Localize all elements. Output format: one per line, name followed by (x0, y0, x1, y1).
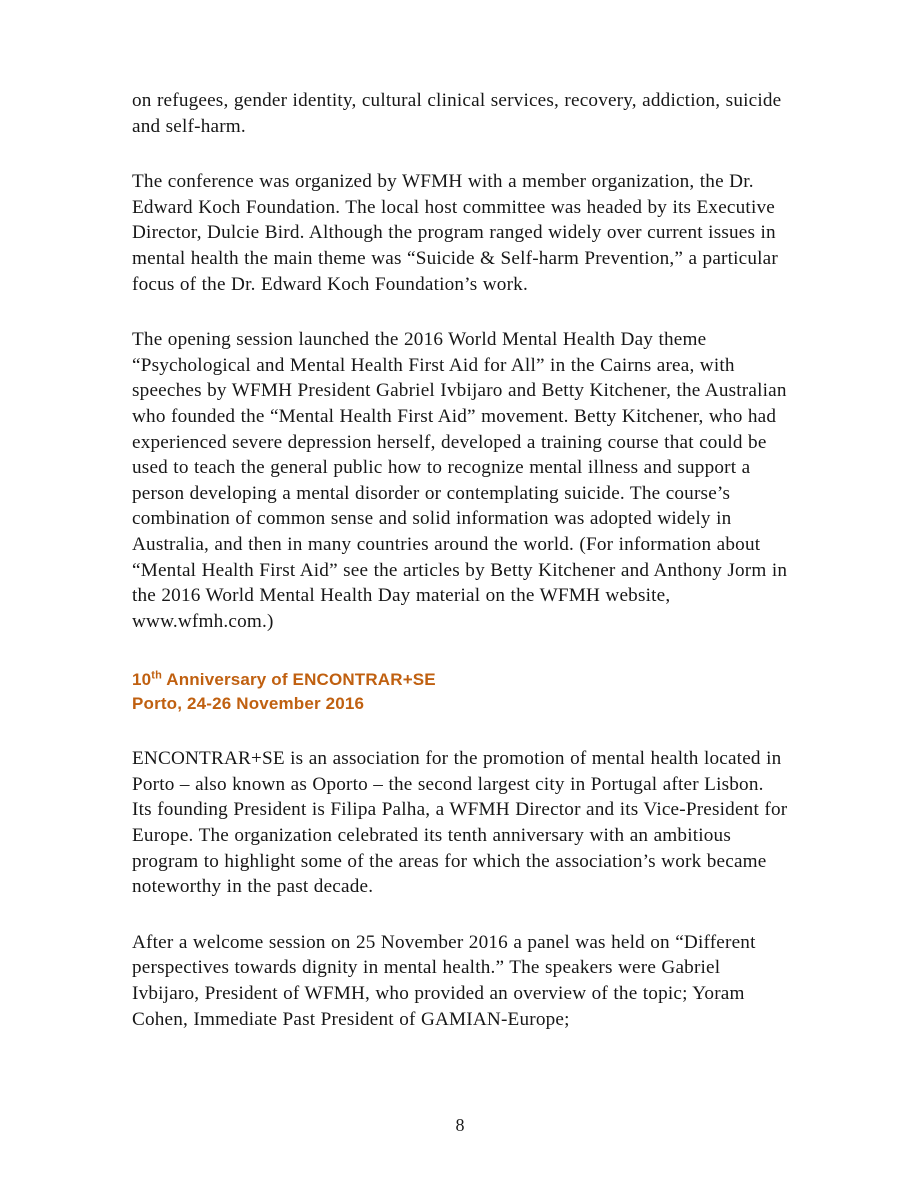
page-number: 8 (455, 1115, 465, 1135)
heading-title-rest: Anniversary of ENCONTRAR+SE (161, 670, 436, 690)
paragraph-conference-organizers: The conference was organized by WFMH with a member organization, the Dr. Edward Koch Foundation. The local host committee was headed by its Executive Director, Dulcie Bird. Although the program ranged widely over current issues in mental health the main theme was “Suicide & Self-harm Prevention,” a particular focus of the Dr. Edward Koch Foundation’s work. (132, 171, 778, 295)
heading-line-1 (132, 670, 436, 689)
spacer (132, 297, 788, 327)
section-heading-encontrar (132, 668, 788, 716)
spacer (132, 900, 788, 930)
paragraph-continued: on refugees, gender identity, cultural clinical services, recovery, addiction, suicide and self-harm. (132, 90, 782, 137)
spacer (132, 716, 788, 746)
paragraph-opening-session: The opening session launched the 2016 World Mental Health Day theme “Psychological and Mental Health First Aid for All” in the Cairns area, with speeches by WFMH President Gabriel Ivbijaro and Betty Kitchener, the Australian who founded the “Mental Health First Aid” movement. Betty Kitchener, who had experienced severe depression herself, developed a training course that could be used to teach the general public how to recognize mental illness and support a person developing a mental disorder or contemplating suicide. The course’s combination of common sense and solid information was adopted widely in Australia, and then in many countries around the world. (For information about “Mental Health First Aid” see the articles by Betty Kitchener and Anthony Jorm in the 2016 World Mental Health Day material on the WFMH website, www.wfmh.com.) (132, 329, 788, 632)
heading-ordinal-suffix: th (151, 669, 162, 682)
spacer (132, 634, 788, 668)
spacer (132, 139, 788, 169)
paragraph-welcome-session: After a welcome session on 25 November 2016 a panel was held on “Different perspectives towards dignity in mental health.” The speakers were Gabriel Ivbijaro, President of WFMH, who provided an overview of the topic; Yoram Cohen, Immediate Past President of GAMIAN-Europe; (132, 931, 756, 1030)
heading-ordinal-number: 10 (132, 670, 152, 690)
heading-line-2: Porto, 24-26 November 2016 (132, 694, 365, 714)
paragraph-encontrar-about: ENCONTRAR+SE is an association for the promotion of mental health located in Porto – also known as Oporto – the second largest city in Portugal after Lisbon. Its founding President is Filipa Palha, a WFMH Director and its Vice-President for Europe. The organization celebrated its tenth anniversary with an ambitious program to highlight some of the areas for which the association’s work became noteworthy in the past decade. (132, 748, 788, 898)
